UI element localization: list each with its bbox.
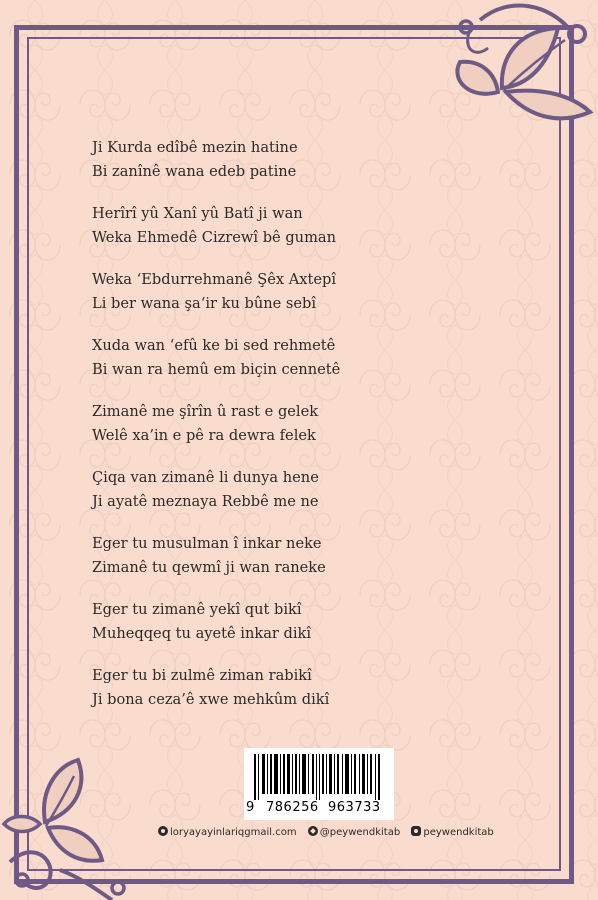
poem-line: Weka Ehmedê Cizrewî bê guman: [92, 229, 337, 246]
poem-line: Ji Kurda edîbê mezin hatine: [92, 139, 298, 156]
poem-line: Muheqqeq tu ayetê inkar dikî: [92, 625, 312, 642]
stanza: [92, 400, 532, 448]
poem-line: Ji ayatê meznaya Rebbê me ne: [92, 493, 319, 510]
instagram-contact[interactable]: [411, 826, 493, 838]
stanza: [92, 466, 532, 514]
poem-line: Bi zanînê wana edeb patine: [92, 163, 297, 180]
stanza: [92, 268, 532, 316]
poem-line: Ji bona ceza’ê xwe mehkûm dikî: [92, 691, 330, 708]
isbn-first-digit: 9: [246, 800, 255, 815]
contact-line: [158, 826, 518, 840]
email-icon: [158, 826, 168, 836]
stanza: [92, 334, 532, 382]
x-logo-icon: [308, 826, 318, 836]
poem-line: Xuda wan ‘efû ke bi sed rehmetê: [92, 337, 336, 354]
poem-line: Eger tu bi zulmê ziman rabikî: [92, 667, 312, 684]
stanza: [92, 664, 532, 712]
x-contact[interactable]: [308, 826, 400, 838]
instagram-handle-text: peywendkitab: [423, 827, 494, 838]
poem-line: Herîrî yû Xanî yû Batî ji wan: [92, 205, 303, 222]
poem-line: Welê xa’in e pê ra dewra felek: [92, 427, 316, 444]
stanza: [92, 136, 532, 184]
poem-line: Çiqa van zimanê li dunya hene: [92, 469, 319, 486]
top-right-flower-ornament-icon: [440, 0, 598, 130]
poem-line: Zimanê me şîrîn û rast e gelek: [92, 403, 319, 420]
poem-line: Li ber wana şa‘ir ku bûne sebî: [92, 295, 317, 312]
poem-line: Zimanê tu qewmî ji wan raneke: [92, 559, 326, 576]
poem-line: Bi wan ra hemû em biçin cennetê: [92, 361, 341, 378]
isbn-group-right: 963733: [328, 800, 381, 815]
poem-line: Eger tu zimanê yekî qut bikî: [92, 601, 302, 618]
stanza: [92, 202, 532, 250]
isbn-group-left: 786256: [266, 800, 319, 815]
stanza: [92, 532, 532, 580]
poem-line: Weka ‘Ebdurrehmanê Şêx Axtepî: [92, 271, 336, 288]
x-handle-text: @peywendkitab: [319, 827, 401, 838]
poem-text: [92, 136, 532, 730]
barcode-bars-icon: [254, 754, 384, 800]
poem-line: Eger tu musulman î inkar neke: [92, 535, 322, 552]
email-contact[interactable]: [158, 826, 297, 838]
bottom-left-flower-ornament-icon: [0, 752, 150, 900]
isbn-barcode: [244, 748, 394, 820]
stanza: [92, 598, 532, 646]
email-text: loryayayinlariqgmail.com: [170, 827, 297, 838]
instagram-icon: [411, 826, 421, 836]
